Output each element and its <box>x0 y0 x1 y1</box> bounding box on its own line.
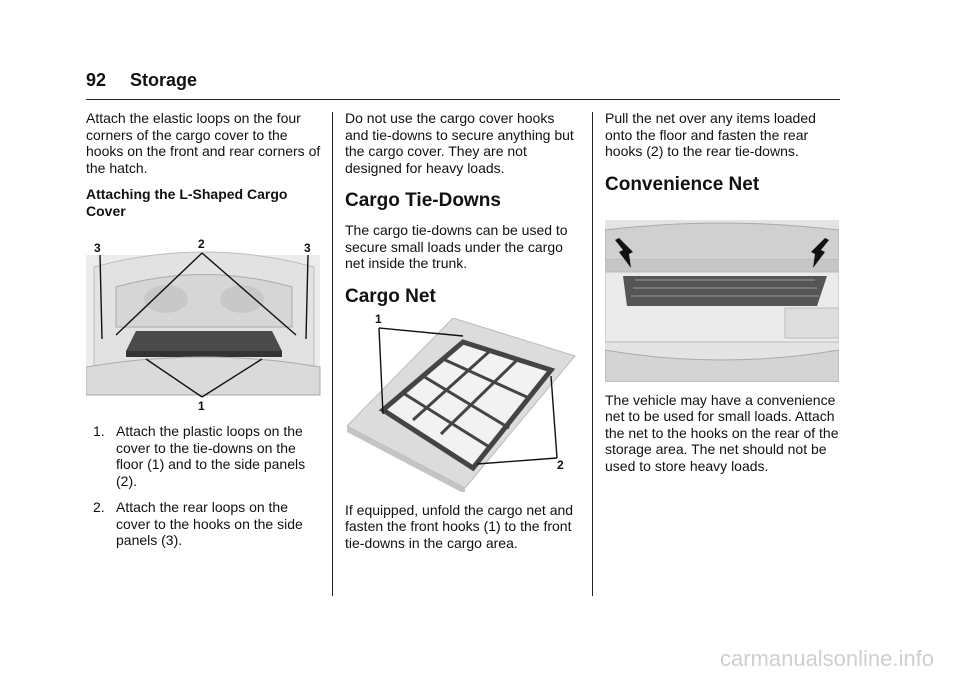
cargo-cover-intro: Attach the elastic loops on the four corners of the cargo cover to the hooks on the front and rear corners of the hatch. <box>86 110 321 176</box>
convenience-net-figure <box>605 220 839 382</box>
heading-convenience-net: Convenience Net <box>605 173 760 195</box>
column-3 <box>605 110 841 484</box>
steps-list <box>86 423 322 549</box>
heading-cargo-net: Cargo Net <box>345 285 436 307</box>
watermark: carmanualsonline.info <box>719 646 934 671</box>
net-callout-1: 1 <box>375 311 382 326</box>
header-rule <box>86 99 840 100</box>
callout-2: 2 <box>198 237 205 251</box>
cargo-cover-warning: Do not use the cargo cover hooks and tie-downs to secure anything but the cargo cover. They are not designed for heavy loads. <box>345 110 574 176</box>
callout-3-left: 3 <box>94 241 101 255</box>
page-number: 92 <box>86 70 107 90</box>
step-2: 2. Attach the rear loops on the cover to the hooks on the side panels (3). <box>93 499 303 548</box>
cargo-net-illustration <box>345 318 581 492</box>
net-callout-2: 2 <box>557 457 564 472</box>
cargo-cover-illustration <box>86 227 322 413</box>
column-divider-2 <box>592 112 593 596</box>
subheading-l-shaped-cover: Attaching the L-Shaped Cargo Cover <box>86 186 288 219</box>
tie-downs-text: The cargo tie-downs can be used to secure small loads under the cargo net inside the trunk. <box>345 222 568 271</box>
section-title: Storage <box>130 70 198 90</box>
cargo-net-figure <box>345 311 581 492</box>
column-divider-1 <box>332 112 333 596</box>
convenience-net-text: The vehicle may have a convenience net to be used for small loads. Attach the net to the hooks on the rear of the storage area. The net should not be used to store heavy loads. <box>605 391 839 474</box>
convenience-net-illustration <box>605 220 839 382</box>
column-1 <box>86 110 322 559</box>
page-header <box>86 70 840 91</box>
callout-3-right: 3 <box>304 241 311 255</box>
step-1: 1. Attach the plastic loops on the cover to the tie-downs on the floor (1) and to the side panels (2). <box>93 423 306 489</box>
net-rear-hooks-text: Pull the net over any items loaded onto the floor and fasten the rear hooks (2) to the rear tie-downs. <box>605 110 816 159</box>
callout-1: 1 <box>198 399 205 413</box>
cargo-net-text: If equipped, unfold the cargo net and fasten the front hooks (1) to the front tie-downs in the cargo area. <box>345 501 574 551</box>
heading-cargo-tie-downs: Cargo Tie-Downs <box>345 190 501 211</box>
cargo-cover-figure <box>86 227 322 413</box>
column-2 <box>345 110 581 561</box>
